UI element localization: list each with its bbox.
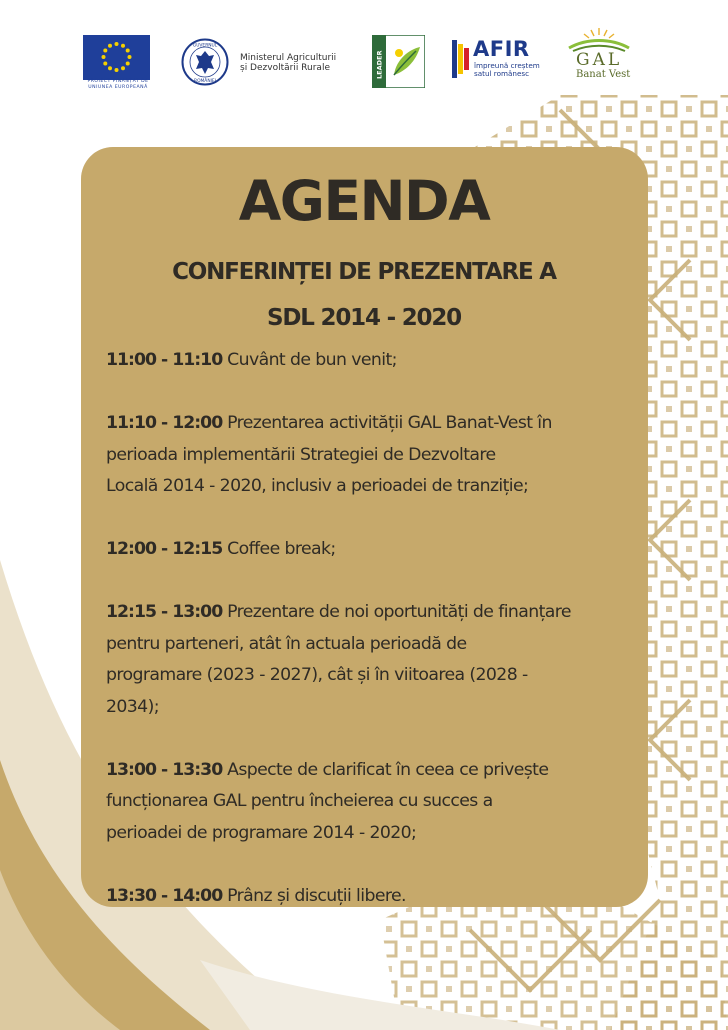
agenda-description: Locală 2014 - 2020, inclusiv a perioadei de tranziție; [106, 476, 529, 496]
agenda-description: perioadei de programare 2014 - 2020; [106, 822, 417, 843]
agenda-item-line [106, 692, 636, 724]
agenda-description: 2034); [106, 696, 159, 717]
agenda-item-line [106, 786, 636, 818]
agenda-item-line [106, 534, 636, 566]
government-seal-icon [181, 38, 229, 86]
agenda-item-line [106, 629, 636, 661]
agenda-item-line [106, 345, 636, 377]
agenda-item-line [106, 881, 636, 913]
eu-flag-icon [83, 35, 150, 80]
subtitle-line-1: CONFERINȚEI DE PREZENTARE A [172, 259, 556, 285]
agenda-description: Cuvânt de bun venit; [222, 350, 397, 370]
partner-logos [0, 0, 728, 100]
agenda-time: 12:00 - 12:15 [106, 539, 223, 559]
agenda-time: 13:30 - 14:00 [106, 885, 223, 906]
agenda-time: 13:00 - 13:30 [106, 759, 223, 780]
agenda-item [106, 408, 636, 503]
agenda-description: pentru parteneri, atât în actuala perioadă de [106, 633, 467, 654]
seal-text-bottom: ROMÂNIEI [194, 79, 216, 84]
gal-name: GAL [576, 50, 623, 70]
agenda-description: Aspecte de clarificat în ceea ce privește [222, 759, 549, 780]
agenda-item [106, 881, 636, 913]
agenda-description: Coffee break; [222, 539, 336, 559]
agenda-item [106, 597, 636, 723]
agenda-title: AGENDA [238, 169, 490, 233]
agenda-time: 12:15 - 13:00 [106, 602, 223, 622]
subtitle-line-2: SDL 2014 - 2020 [267, 305, 461, 331]
agenda-item-line [106, 408, 636, 440]
afir-tagline: împreună creștem satul românesc [474, 61, 540, 78]
gal-subtitle: Banat Vest [576, 69, 631, 80]
eu-caption: PROIECT FINANȚAT DE UNIUNEA EUROPEANĂ [87, 79, 149, 90]
agenda-item [106, 534, 636, 566]
agenda-item [106, 755, 636, 850]
ministry-name: Ministerul Agriculturii și Dezvoltării Rurale [240, 53, 337, 73]
agenda-description: Prânz și discuții libere. [222, 885, 406, 906]
agenda-subtitle [0, 249, 728, 341]
agenda-description: Prezentare de noi oportunități de finanțare [222, 602, 571, 622]
agenda-description: Prezentarea activității GAL Banat-Vest în [222, 413, 552, 433]
agenda-item [106, 345, 636, 377]
agenda-description: funcționarea GAL pentru încheierea cu succes a [106, 791, 493, 811]
agenda-item-line [106, 471, 636, 503]
agenda-item-line [106, 818, 636, 850]
leader-label: LEADER [375, 50, 384, 79]
seal-text-top: GUVERNUL [192, 43, 218, 49]
agenda-list [106, 345, 636, 912]
agenda-description: perioada implementării Strategiei de Dezvoltare [106, 444, 496, 465]
agenda-time: 11:00 - 11:10 [106, 350, 223, 370]
agenda-time: 11:10 - 12:00 [106, 413, 223, 433]
gal-sun-icon [567, 26, 631, 52]
afir-name: AFIR [473, 37, 530, 61]
agenda-item-line [106, 755, 636, 787]
agenda-item-line [106, 440, 636, 472]
agenda-item-line [106, 597, 636, 629]
agenda-item-line [106, 660, 636, 692]
leader-logo-icon [372, 35, 425, 88]
agenda-description: programare (2023 - 2027), cât și în viitoarea (2028 - [106, 665, 528, 685]
